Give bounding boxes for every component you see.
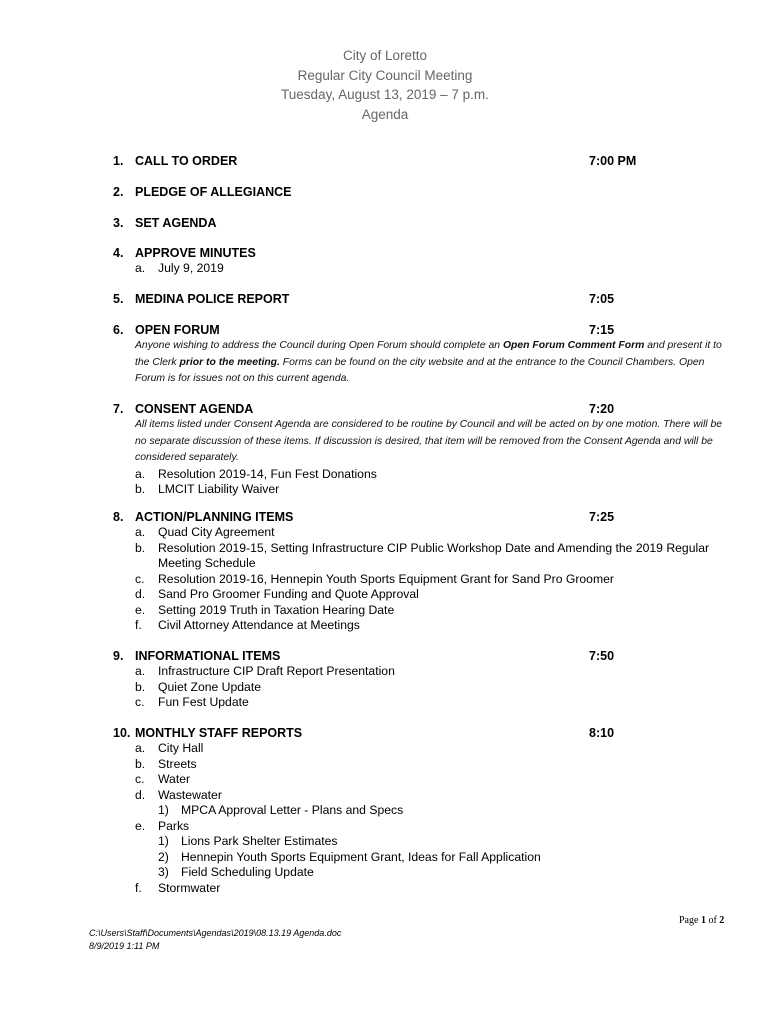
sub-item [113, 741, 725, 757]
sub-item [113, 757, 725, 773]
sub-item [113, 664, 725, 680]
agenda-item-police-report [113, 291, 725, 307]
sub-item [113, 680, 725, 696]
sub-sub-item-number: 1) [158, 803, 169, 817]
sub-item-text: Water [158, 772, 191, 786]
sub-sub-item-text: Field Scheduling Update [181, 865, 314, 879]
item-title: APPROVE MINUTES [135, 246, 256, 260]
sub-sub-item-number: 1) [158, 834, 169, 848]
sub-item [113, 482, 725, 498]
item-title: OPEN FORUM [135, 323, 220, 337]
sub-item-letter: c. [135, 571, 145, 586]
agenda-item-action-planning [113, 509, 725, 634]
item-number: 1. [113, 154, 124, 168]
sub-item-text: Parks [158, 818, 190, 833]
sub-sub-item-text: MPCA Approval Letter - Plans and Specs [181, 803, 404, 817]
page-number: Page 1 of 2 [679, 915, 725, 926]
item-title: INFORMATIONAL ITEMS [135, 649, 281, 663]
sub-item-text: Sand Pro Groomer Funding and Quote Approval [158, 587, 419, 601]
sub-item-text: Resolution 2019-14, Fun Fest Donations [158, 466, 377, 481]
sub-item-letter: d. [135, 787, 146, 802]
item-number: 9. [113, 649, 124, 663]
sub-item-letter: a. [135, 664, 146, 678]
open-forum-form-name: Open Forum Comment Form [502, 340, 645, 351]
item-description: All items listed under Consent Agenda are considered to be routine by Council and will be acted on by one motion. There will be no separate discussion of these items. If discussion is desired, that item will be removed from the Consent Agenda and will be considered separately. [135, 419, 723, 463]
item-title: ACTION/PLANNING ITEMS [135, 510, 294, 524]
item-number: 4. [113, 246, 124, 260]
meeting-name: Regular City Council Meeting [297, 67, 473, 83]
sub-item-letter: a. [135, 466, 146, 481]
item-title: SET AGENDA [135, 216, 217, 230]
sub-sub-item-number: 2) [158, 849, 169, 864]
agenda-item-informational [113, 648, 725, 711]
item-description: Anyone wishing to address the Council during Open Forum should complete an Open Forum Comment Form and present it to the Clerk prior to the meeting. Forms can be found on the city website and at the entrance to the Council Chambers. Open Forum is for issues not on this current agenda. [135, 340, 722, 384]
sub-item-letter: a. [135, 525, 146, 539]
sub-sub-item-number: 3) [158, 865, 169, 879]
sub-item [113, 618, 725, 634]
sub-item-text: Resolution 2019-15, Setting Infrastructure CIP Public Workshop Date and Amending the 2019 Regular Meeting Schedule [158, 540, 710, 570]
sub-item-text: Setting 2019 Truth in Taxation Hearing Date [158, 602, 395, 617]
sub-item [113, 772, 725, 788]
agenda-header [0, 46, 770, 124]
item-number: 6. [113, 323, 124, 337]
sub-item-text: City Hall [158, 741, 204, 755]
sub-sub-item [113, 865, 725, 881]
sub-item-letter: c. [135, 772, 145, 786]
sub-item-text: July 9, 2019 [158, 261, 224, 275]
sub-item-letter: e. [135, 818, 146, 833]
sub-item [113, 467, 725, 483]
item-time: 7:00 PM [589, 154, 637, 168]
agenda-item-call-to-order [113, 153, 725, 169]
sub-item [113, 695, 725, 711]
item-time: 8:10 [589, 726, 615, 740]
sub-item-text: Stormwater [158, 880, 221, 895]
sub-item-letter: d. [135, 587, 146, 601]
item-number: 3. [113, 216, 124, 230]
sub-item-text: Quad City Agreement [158, 525, 275, 539]
sub-item-text: Wastewater [158, 787, 222, 802]
agenda-item-consent-agenda [113, 401, 725, 498]
item-number: 10. [113, 726, 131, 740]
item-title: CALL TO ORDER [135, 154, 238, 168]
sub-item-letter: a. [135, 261, 146, 275]
sub-item [113, 788, 725, 804]
sub-item [113, 261, 725, 277]
sub-sub-item [113, 834, 725, 850]
agenda-item-approve-minutes [113, 245, 725, 277]
sub-sub-item-text: Hennepin Youth Sports Equipment Grant, Ideas for Fall Application [181, 849, 541, 864]
agenda-item-open-forum [113, 322, 725, 388]
item-title: PLEDGE OF ALLEGIANCE [135, 185, 292, 199]
item-number: 2. [113, 185, 124, 199]
sub-item-letter: a. [135, 741, 146, 755]
item-number: 5. [113, 292, 124, 306]
sub-sub-item [113, 803, 725, 819]
sub-item-letter: b. [135, 540, 146, 555]
agenda-item-pledge [113, 184, 725, 200]
sub-sub-item [113, 850, 725, 866]
city-name: City of Loretto [342, 48, 428, 63]
sub-item-letter: f. [135, 618, 142, 632]
agenda-item-staff-reports [113, 725, 725, 896]
sub-item-text: Infrastructure CIP Draft Report Presentation [158, 664, 395, 678]
sub-item-text: Streets [158, 756, 197, 771]
item-title: CONSENT AGENDA [135, 402, 254, 416]
item-number: 7. [113, 402, 124, 416]
sub-item [113, 819, 725, 835]
sub-item [113, 881, 725, 897]
item-time: 7:50 [589, 649, 615, 663]
sub-item-letter: e. [135, 602, 146, 617]
item-title: MEDINA POLICE REPORT [135, 292, 290, 306]
sub-item [113, 541, 725, 572]
sub-item-text: Civil Attorney Attendance at Meetings [158, 618, 360, 632]
sub-sub-item-text: Lions Park Shelter Estimates [181, 834, 338, 848]
print-timestamp: 8/9/2019 1:11 PM [89, 941, 160, 951]
item-title: MONTHLY STAFF REPORTS [135, 726, 303, 740]
sub-item-letter: f. [135, 880, 142, 895]
sub-item [113, 525, 725, 541]
sub-item-letter: b. [135, 756, 146, 771]
sub-item-text: Quiet Zone Update [158, 679, 261, 694]
footer-file-info [89, 927, 341, 953]
meeting-date: Tuesday, August 13, 2019 – 7 p.m. [281, 87, 489, 102]
sub-item-letter: b. [135, 679, 146, 694]
sub-item-text: LMCIT Liability Waiver [158, 482, 280, 496]
document-type: Agenda [361, 106, 409, 122]
sub-item-letter: c. [135, 695, 145, 709]
sub-item [113, 603, 725, 619]
item-time: 7:05 [589, 292, 615, 306]
sub-item [113, 572, 725, 588]
item-time: 7:15 [589, 323, 615, 337]
sub-item-letter: b. [135, 482, 146, 496]
item-number: 8. [113, 510, 124, 524]
agenda-item-set-agenda [113, 215, 725, 231]
deadline-emphasis: prior to the meeting. [179, 356, 280, 368]
sub-item-text: Fun Fest Update [158, 695, 249, 709]
item-time: 7:20 [589, 402, 615, 416]
file-path: C:\Users\Staff\Documents\Agendas\2019\08.13.19 Agenda.doc [89, 928, 342, 938]
sub-item-text: Resolution 2019-16, Hennepin Youth Sports Equipment Grant for Sand Pro Groomer [158, 571, 614, 586]
item-time: 7:25 [589, 510, 615, 524]
sub-item [113, 587, 725, 603]
